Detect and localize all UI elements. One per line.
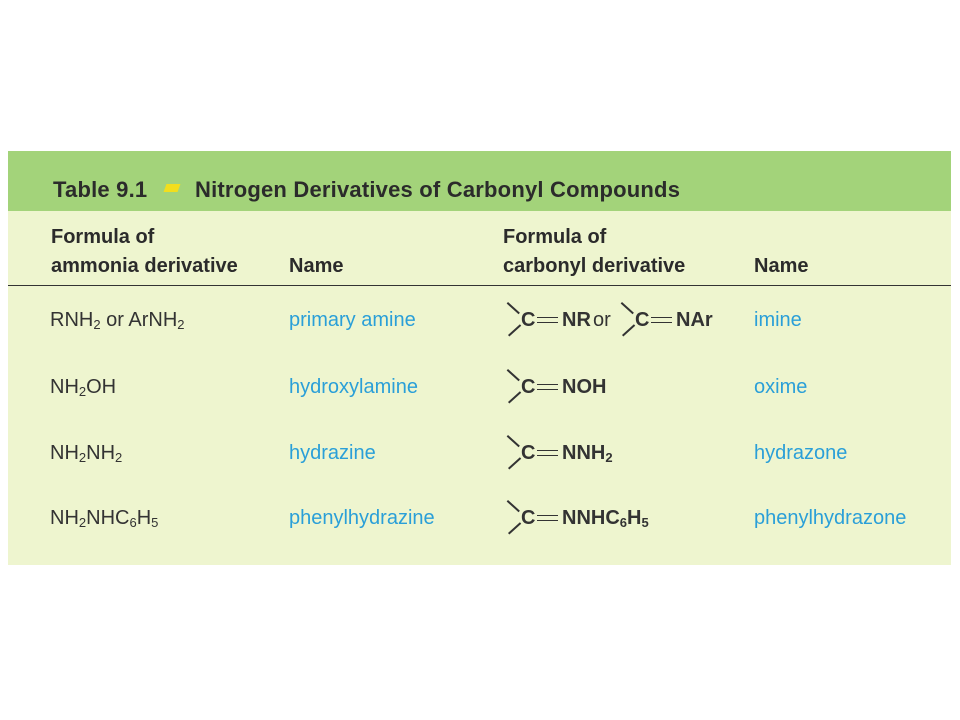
carbonyl-structure-imine-nar: C NAr [622, 298, 722, 348]
header-carbonyl-formula [503, 223, 685, 281]
ammonia-formula-hydrazine: $NH_2NH_2$ [50, 442, 123, 465]
ammonia-name-primary-amine: primary amine [289, 309, 416, 331]
ammonia-name-phenylhydrazine: phenylhydrazine [289, 507, 435, 529]
header-ammonia-name: Name [289, 255, 344, 277]
header-ammonia-formula [51, 223, 238, 281]
header-ammonia-formula-line1: Formula of [51, 226, 155, 248]
carbonyl-structure-imine-nr: C NR [508, 298, 598, 348]
table-panel [8, 151, 951, 565]
ammonia-formula-primary-amine: $RNH_2$ or ArNH$_2$ [50, 309, 185, 332]
carbonyl-or-connector: or [593, 309, 611, 331]
ammonia-formula-hydroxylamine: $NH_2OH$ [50, 376, 117, 399]
carbonyl-name-hydrazone: hydrazone [754, 442, 848, 464]
ammonia-name-hydroxylamine: hydroxylamine [289, 376, 418, 398]
ammonia-name-hydrazine: hydrazine [289, 442, 376, 464]
table-title: Nitrogen Derivatives of Carbonyl Compounds [195, 177, 681, 202]
carbonyl-name-phenylhydrazone: phenylhydrazone [754, 507, 907, 529]
title-marker-icon [164, 184, 181, 192]
header-carbonyl-formula-line2: carbonyl derivative [503, 255, 686, 277]
ammonia-formula-phenylhydrazine: $NH_2NHC_6H_5$ [50, 507, 159, 530]
carbonyl-name-imine: imine [754, 309, 802, 331]
header-carbonyl-formula-line1: Formula of [503, 226, 607, 248]
header-carbonyl-name: Name [754, 255, 809, 277]
header-divider [8, 285, 951, 286]
table-title-bar [8, 151, 951, 211]
table-number: Table 9.1 [53, 177, 148, 202]
carbonyl-name-oxime: oxime [754, 376, 808, 398]
carbonyl-structure-hydrazone: C $NNH_2$ [508, 431, 628, 481]
carbonyl-structure-phenylhydrazone: C $NNHC_6H_5$ [508, 496, 658, 546]
carbonyl-structure-oxime: C NOH [508, 365, 618, 415]
header-ammonia-formula-line2: ammonia derivative [51, 255, 238, 277]
